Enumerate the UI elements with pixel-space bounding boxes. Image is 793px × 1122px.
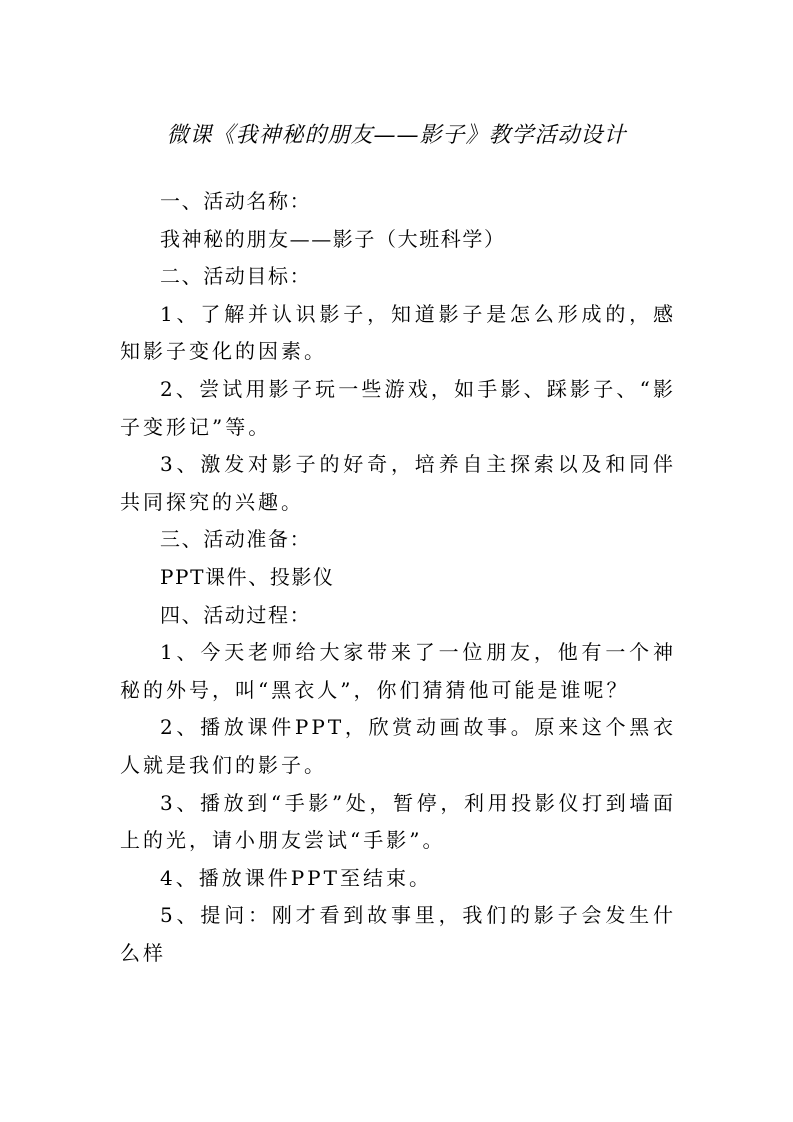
activity-name-text: 我神秘的朋友——影子（大班科学） — [160, 226, 506, 251]
goal-item-3: 3、激发对影子的好奇，培养自主探索以及和同伴共同探究的兴趣。 — [120, 452, 676, 514]
process-step-4: 4、播放课件PPT至结束。 — [160, 865, 432, 890]
process-step-2: 2、播放课件PPT，欣赏动画故事。原来这个黑衣人就是我们的影子。 — [120, 715, 676, 777]
section-heading-activity-process: 四、活动过程： — [160, 602, 312, 627]
section-heading-activity-goals: 二、活动目标： — [160, 264, 312, 289]
process-step-1: 1、今天老师给大家带来了一位朋友，他有一个神秘的外号，叫“黑衣人”，你们猜猜他可能是谁呢？ — [120, 640, 676, 702]
process-step-3: 3、播放到“手影”处，暂停，利用投影仪打到墙面上的光，请小朋友尝试“手影”。 — [120, 790, 676, 853]
goal-item-1: 1、了解并认识影子，知道影子是怎么形成的，感知影子变化的因素。 — [120, 301, 676, 364]
document-body — [120, 183, 676, 972]
section-heading-activity-name: 一、活动名称： — [160, 189, 312, 213]
preparation-text: PPT课件、投影仪 — [160, 564, 335, 589]
document-title: 微课《我神秘的朋友——影子》教学活动设计 — [166, 123, 627, 148]
goal-item-2: 2、尝试用影子玩一些游戏，如手影、踩影子、“影子变形记”等。 — [120, 376, 676, 439]
section-heading-activity-preparation: 三、活动准备： — [160, 527, 312, 552]
process-step-5: 5、提问：刚才看到故事里，我们的影子会发生什么样 — [120, 903, 676, 965]
